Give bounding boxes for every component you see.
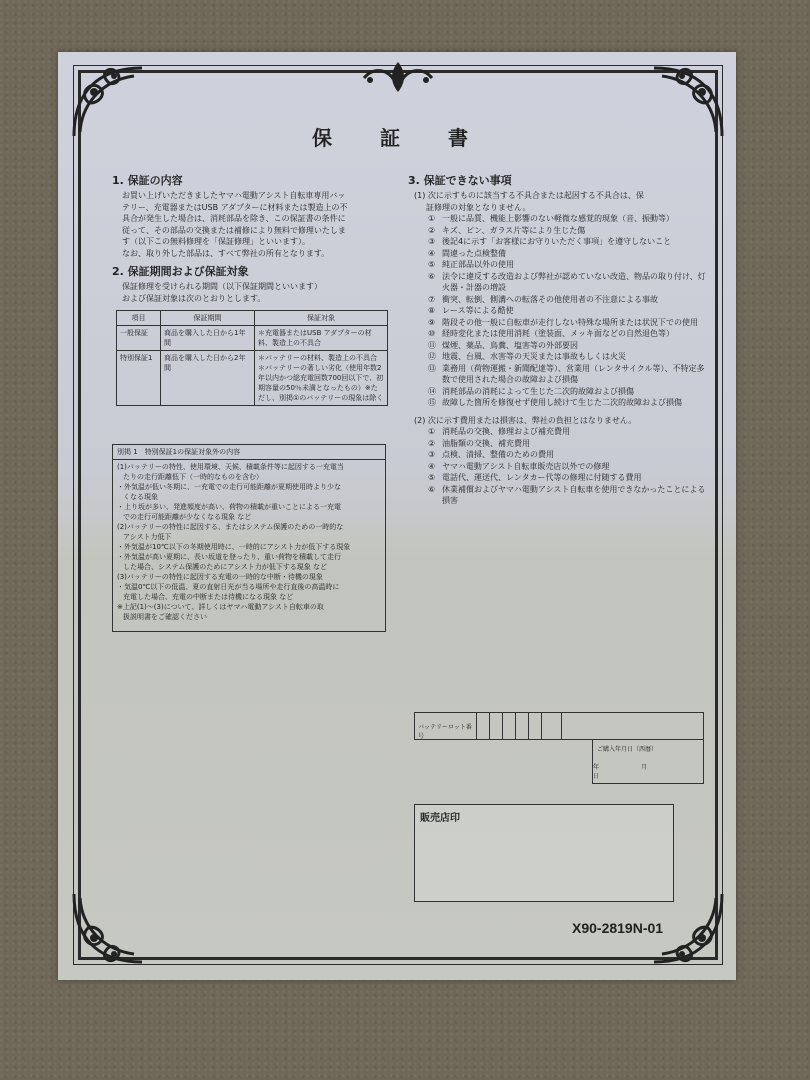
list-item-number: ⑧ (428, 306, 436, 315)
list-item-number: ⑦ (428, 294, 436, 304)
note-line: での走行可能距離が少なくなる現象 など (123, 513, 252, 521)
list-item (428, 461, 708, 473)
note-line: ・気温0℃以下の低温、夏の直射日光が当る場所や走行直後の高温時に (117, 583, 340, 591)
list-item-number: ⑥ (428, 484, 436, 494)
column-header: 保証期間 (161, 311, 255, 326)
table-header-row (117, 311, 388, 326)
list-item-number: ⑭ (428, 386, 436, 396)
note-line: くなる現象 (123, 493, 158, 501)
list-item (428, 328, 708, 340)
date-units: 年 月 日 (593, 764, 690, 780)
lot-cell (516, 713, 529, 739)
list-item (428, 386, 708, 398)
list-item-text: 消耗部品の消耗によって生じた二次的故障および損傷 (442, 386, 634, 396)
lot-cell (477, 713, 490, 739)
list-item-number: ③ (428, 450, 436, 459)
list-item (428, 449, 708, 461)
list-item-text: 法令に違反する改造および弊社が認めていない改造、物品の取り付け、灯火器・計器の増設 (442, 271, 706, 292)
note-line: たりの走行距離低下（一時的なものを含む） (123, 473, 263, 481)
list-item (428, 317, 708, 329)
list-item (428, 271, 708, 294)
note-line: (2)バッテリーの特性に起因する、またはシステム保護のための一時的な (117, 523, 344, 531)
note-line: ※上記(1)〜(3)について、詳しくはヤマハ電動アシスト自転車の取 (117, 603, 324, 611)
note-line: (1)バッテリーの特性、使用環境、天候、積載条件等に起因する一充電当 (117, 463, 344, 471)
table-row (117, 351, 388, 406)
list-item (428, 426, 708, 438)
list-item (428, 397, 708, 409)
list-item-number: ⑮ (428, 398, 436, 407)
section3-heading: 3. 保証できない事項 (408, 174, 512, 187)
list-item (428, 484, 708, 507)
list-item-number: ⑥ (428, 271, 436, 281)
list-item-text: 後記4に示す「お客様にお守りいただく事項」を遵守しないこと (442, 237, 672, 246)
fleur-ornament-icon (360, 60, 436, 94)
list-item-text: 電話代、運送代、レンタカー代等の修理に付随する費用 (442, 473, 642, 482)
exclusion-note-box (112, 444, 386, 632)
body-line: テリー、充電器またはUSB アダプターに材料または製造上の不 (122, 202, 348, 212)
list-item-number: ② (428, 438, 436, 448)
list-item-number: ⑤ (428, 473, 436, 482)
list-item (428, 225, 708, 237)
note-line: 扱説明書をご確認ください (123, 613, 207, 621)
table-cell: 特別保証1 (117, 351, 161, 406)
body-line: お買い上げいただきましたヤマハ電動アシスト自転車専用バッ (122, 191, 346, 200)
note-line: ・上り坂が多い、発進頻度が高い、荷物の積載が重いことによる一充電 (117, 503, 341, 511)
list-item (428, 259, 708, 271)
table-cell: 商品を購入した日から1年間 (161, 326, 255, 351)
section1-heading: 1. 保証の内容 (112, 174, 183, 187)
list-item-text: 純正部品以外の使用 (442, 260, 514, 269)
list-item-text: キズ、ピン、ガラス片等により生じた傷 (442, 225, 586, 235)
corner-ornament-icon (68, 888, 148, 968)
column-header: 項目 (117, 311, 161, 326)
battery-lot-label: バッテリーロット番号 (415, 713, 477, 739)
list-item-text: 地震、台風、水害等の天災または事故もしくは火災 (442, 352, 626, 361)
list-item-text: 一般に品質、機能上影響のない軽微な感覚的現象（音、振動等） (442, 214, 674, 223)
table-row (117, 326, 388, 351)
column-header: 保証対象 (255, 311, 388, 326)
lot-cell (503, 713, 516, 739)
note-heading: 別掲 1 特別保証1の保証対象外の内容 (113, 445, 385, 460)
list-item (428, 305, 708, 317)
section2-body (112, 281, 392, 304)
exclusion-list (408, 213, 708, 409)
list-item-text: 業務用（荷物運搬・新聞配達等）、営業用（レンタサイクル等）、不特定多数で使用された場合の故障および損傷 (442, 363, 705, 384)
lot-cell (542, 713, 562, 739)
page-title: 保 証 書 (312, 126, 482, 150)
list-item-text: 経時変化または使用消耗（塗装面、メッキ面などの自然退色等） (442, 329, 674, 338)
list-item-number: ⑩ (428, 329, 436, 338)
note-line: した場合、システム保護のためにアシスト力が低下する現象 など (123, 563, 328, 571)
list-item (428, 438, 708, 450)
list-item (428, 351, 708, 363)
note-line: ・外気温が10℃以下の冬期使用時に、一時的にアシスト力が低下する現象 (117, 543, 351, 551)
list-item (428, 213, 708, 225)
list-item-number: ⑤ (428, 260, 436, 269)
table-cell: ＊充電器またはUSB アダプターの材料、製造上の不具合 (255, 326, 388, 351)
list-item-text: 消耗品の交換、修理および補充費用 (442, 427, 570, 436)
table-cell: ＊バッテリーの材料、製造上の不具合 ＊バッテリーの著しい劣化（使用年数2年以内かつ総充電回数700回以下で、初期容量の50％未満となったもの）※ただし、別掲①のバッテリーの現象は除く (255, 351, 388, 406)
right-column (408, 172, 708, 507)
list-item-text: レース等による酷使 (442, 306, 514, 315)
list-item-number: ④ (428, 461, 436, 471)
lot-cell (490, 713, 503, 739)
purchase-date-field[interactable] (592, 740, 704, 784)
list-item-number: ⑨ (428, 317, 436, 327)
body-line: 従って、その部品の交換または補修により無料で修理いたしま (122, 225, 346, 235)
body-line: 証修理の対象となりません。 (426, 202, 531, 212)
list-item-text: 階段その他一般に自転車が走行しない特殊な場所または状況下での使用 (442, 317, 698, 327)
list-item-text: 故障した箇所を修復せず使用し続けて生じた二次的故障および損傷 (442, 398, 682, 407)
note-line: ・外気温が高い夏期に、長い坂道を登ったり、重い荷物を積載して走行 (117, 553, 341, 561)
note-line: ・外気温が低い冬期に、一充電での走行可能距離が夏期使用時より少な (117, 483, 341, 491)
section1-body (112, 190, 392, 259)
dealer-stamp-label: 販売店印 (420, 813, 460, 824)
battery-lot-field[interactable] (414, 712, 704, 740)
list-item-number: ③ (428, 237, 436, 246)
body-line: す（以下この無料修理を「保証修理」といいます）。 (122, 237, 310, 246)
note-line: アシスト力低下 (123, 533, 172, 541)
body-line: 具合が発生した場合は、消耗部品を除き、この保証書の条件に (122, 214, 346, 223)
body-line: なお、取り外した部品は、すべて弊社の所有となります。 (122, 248, 330, 258)
section3-intro2: (2) 次に示す費用または損害は、弊社の負担とはなりません。 (414, 415, 637, 425)
list-item-number: ④ (428, 248, 436, 258)
dealer-stamp-box[interactable] (414, 804, 674, 902)
table-cell: 商品を購入した日から2年間 (161, 351, 255, 406)
list-item-text: 点検、清掃、整備のための費用 (442, 450, 554, 459)
list-item-text: 煤煙、薬品、鳥糞、塩害等の外部要因 (442, 340, 578, 350)
battery-lot-section (414, 712, 704, 786)
list-item (428, 363, 708, 386)
list-item (428, 294, 708, 306)
note-line: 充電した場合、充電の中断または待機になる現象 など (123, 593, 294, 601)
list-item (428, 248, 708, 260)
section3-intro1 (408, 190, 708, 213)
cost-exclusion-list (408, 426, 708, 507)
body-line: および保証対象は次のとおりとします。 (122, 293, 266, 303)
list-item-text: ヤマハ電動アシスト自転車販売店以外での修理 (442, 461, 610, 471)
table-cell: 一般保証 (117, 326, 161, 351)
body-line: (1) 次に示すものに該当する不具合または起因する不具合は、保 (414, 191, 644, 200)
section2-heading: 2. 保証期間および保証対象 (112, 265, 249, 278)
list-item-text: 休業補償およびヤマハ電動アシスト自転車を使用できなかったことによる損害 (442, 484, 706, 505)
list-item-number: ⑫ (428, 352, 436, 361)
body-line: 保証修理を受けられる期間（以下保証期間といいます） (122, 282, 322, 291)
left-column (112, 172, 392, 406)
list-item-number: ② (428, 225, 436, 235)
warranty-sheet (58, 52, 736, 980)
list-item-number: ⑪ (428, 340, 436, 350)
list-item-number: ① (428, 427, 436, 436)
document-code: X90-2819N-01 (572, 920, 664, 936)
note-line: (3)バッテリーの特性に起因する充電の一時的な中断・待機の現象 (117, 573, 323, 581)
coverage-table (116, 310, 388, 406)
list-item-number: ① (428, 214, 436, 223)
list-item (428, 340, 708, 352)
list-item-number: ⑬ (428, 363, 436, 373)
lot-cell (529, 713, 542, 739)
list-item (428, 236, 708, 248)
list-item-text: 油脂類の交換、補充費用 (442, 438, 530, 448)
list-item-text: 衝突、転倒、側溝への転落その他使用者の不注意による事故 (442, 294, 658, 304)
purchase-date-label: ご購入年月日（西暦） (597, 746, 658, 753)
list-item (428, 472, 708, 484)
list-item-text: 間違った点検整備 (442, 248, 506, 258)
